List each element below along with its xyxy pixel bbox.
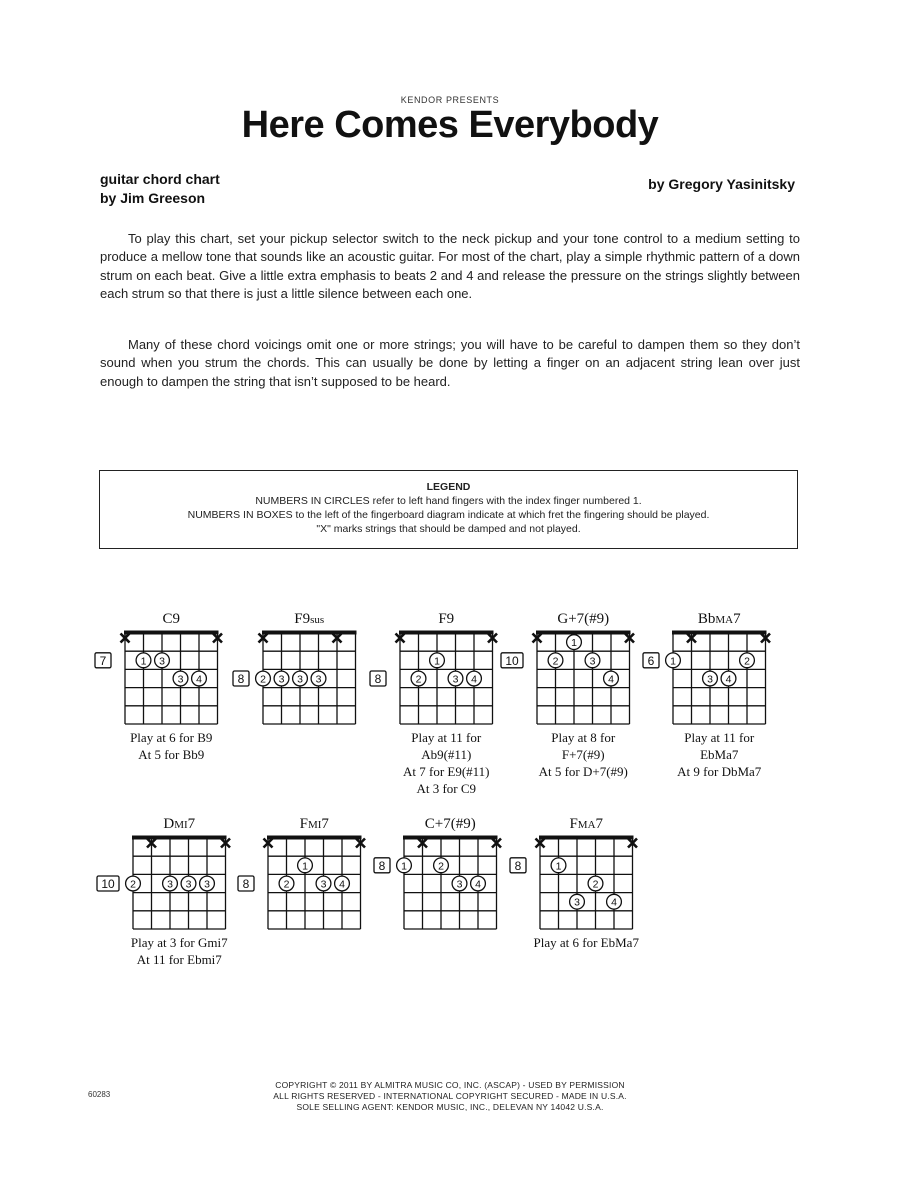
chord-name: DMI7 — [163, 816, 196, 832]
chord-name: FMI7 — [299, 816, 329, 832]
finger-number: 3 — [452, 673, 459, 686]
finger-number: 3 — [315, 673, 322, 686]
chord-caption-line: At 11 for Ebmi7 — [136, 952, 222, 967]
chord-caption-line: EbMa7 — [700, 747, 739, 762]
chord-nut — [672, 631, 767, 635]
fret-number: 8 — [242, 877, 250, 891]
finger-number: 4 — [471, 673, 477, 686]
finger-number: 2 — [744, 655, 750, 668]
fret-number: 10 — [101, 877, 115, 891]
composer-credit: by Gregory Yasinitsky — [648, 176, 795, 192]
chord-caption-line: At 3 for C9 — [416, 781, 477, 796]
fret-number: 6 — [647, 653, 655, 668]
chord-name: G+7(#9) — [557, 611, 610, 627]
chord-caption — [376, 729, 516, 797]
legend-title: LEGEND — [426, 481, 471, 493]
finger-number: 1 — [140, 655, 147, 668]
catalog-code: 60283 — [88, 1090, 111, 1099]
finger-number: 4 — [725, 673, 732, 686]
chord-caption-line: Play at 3 for Gmi7 — [130, 935, 228, 950]
copyright-line-1: COPYRIGHT © 2011 BY ALMITRA MUSIC CO, INC. (ASCAP) - USED BY PERMISSION — [275, 1080, 625, 1090]
finger-number: 3 — [574, 896, 580, 909]
chord-nut — [132, 836, 227, 840]
finger-number: 3 — [204, 878, 210, 891]
chord-name: F9sus — [294, 611, 325, 627]
chord-caption-line: At 5 for Bb9 — [138, 747, 205, 762]
finger-number: 3 — [589, 655, 596, 668]
chord-caption-line: Play at 8 for — [551, 730, 616, 745]
finger-number: 1 — [670, 655, 676, 668]
finger-number: 3 — [456, 878, 463, 891]
chord-caption-line: Play at 11 for — [684, 730, 755, 745]
chord-caption — [109, 934, 249, 968]
finger-number: 2 — [283, 878, 290, 891]
finger-number: 4 — [196, 673, 202, 686]
fret-number: 8 — [514, 858, 522, 873]
publisher-presents: KENDOR PRESENTS — [400, 95, 500, 105]
copyright-line-3: SOLE SELLING AGENT: KENDOR MUSIC, INC., DELEVAN NY 14042 U.S.A. — [296, 1102, 604, 1112]
chord-name: C+7(#9) — [424, 816, 476, 832]
finger-number: 1 — [401, 860, 407, 873]
chord-caption-line: Play at 6 for EbMa7 — [533, 935, 639, 950]
copyright-line-2: ALL RIGHTS RESERVED - INTERNATIONAL COPYRIGHT SECURED - MADE IN U.S.A. — [273, 1091, 627, 1101]
finger-number: 2 — [592, 878, 599, 891]
chord-nut — [124, 631, 219, 635]
finger-number: 3 — [707, 673, 713, 686]
finger-number: 4 — [611, 896, 617, 909]
chord-caption-line: At 9 for DbMa7 — [677, 764, 762, 779]
finger-number: 3 — [167, 878, 173, 891]
chord-caption-line: Ab9(#11) — [421, 747, 472, 762]
finger-number: 2 — [552, 655, 559, 668]
finger-number: 2 — [438, 860, 444, 873]
finger-number: 3 — [177, 673, 184, 686]
intro-paragraph-2: Many of these chord voicings omit one or more strings; you will have to be careful to dampen them so they don’t sound when you strum the chords. This can usually be done by letting a finger on an adjacent string lean over just enough to dampen the string that isn’t supposed to be heard. — [100, 337, 800, 389]
finger-number: 3 — [320, 878, 327, 891]
subtitle-line1: guitar chord chart — [100, 171, 220, 187]
finger-number: 3 — [278, 673, 285, 686]
chord-nut — [262, 631, 357, 635]
chord-name: FMA7 — [569, 816, 604, 832]
chord-caption — [513, 729, 653, 780]
finger-number: 2 — [415, 673, 422, 686]
chord-name: F9 — [438, 611, 455, 627]
legend-line-1: NUMBERS IN CIRCLES refer to left hand fingers with the index finger numbered 1. — [255, 495, 642, 507]
chord-caption — [101, 729, 241, 763]
fret-number: 7 — [99, 653, 107, 668]
chord-caption-line: Play at 11 for — [411, 730, 482, 745]
finger-number: 4 — [475, 878, 481, 891]
intro-paragraph-1: To play this chart, set your pickup selector switch to the neck pickup and your tone control to a medium setting to produce a mellow tone that sounds like an acoustic guitar. For most of the chart, play a simple rhythmic pattern of a down strum on each beat. Give a little extra emphasis to beats 2 and 4 and release the pressure on the strings slightly between each strum so that there is just a little silence between each one. — [100, 231, 800, 301]
fret-number: 10 — [505, 653, 519, 668]
finger-number: 3 — [297, 673, 303, 686]
finger-number: 1 — [555, 860, 562, 873]
chord-nut — [539, 836, 634, 840]
finger-number: 3 — [185, 878, 192, 891]
chord-name: C9 — [162, 611, 181, 627]
fret-number: 8 — [374, 672, 382, 686]
finger-number: 1 — [434, 655, 440, 668]
chord-nut — [536, 631, 631, 635]
legend-line-3: "X" marks strings that should be damped and not played. — [316, 523, 581, 535]
chord-caption-line: At 5 for D+7(#9) — [538, 764, 628, 779]
finger-number: 1 — [302, 860, 308, 873]
finger-number: 4 — [608, 673, 614, 686]
chord-nut — [403, 836, 498, 840]
finger-number: 2 — [260, 673, 266, 686]
chord-caption — [516, 934, 656, 951]
chord-caption — [649, 729, 789, 780]
arranger-credit: by Jim Greeson — [100, 190, 206, 206]
chord-nut — [267, 836, 362, 840]
copyright-footer — [0, 1080, 900, 1113]
fret-number: 8 — [237, 672, 245, 686]
chord-nut — [399, 631, 494, 635]
page-title: Here Comes Everybody — [241, 104, 659, 146]
fret-number: 8 — [378, 858, 386, 873]
finger-number: 4 — [339, 878, 345, 891]
finger-number: 3 — [159, 655, 165, 668]
chord-caption-line: F+7(#9) — [561, 747, 605, 762]
finger-number: 2 — [130, 878, 136, 891]
chord-caption-line: At 7 for E9(#11) — [402, 764, 490, 779]
chord-name: BbMA7 — [697, 611, 741, 627]
finger-number: 1 — [571, 637, 577, 650]
legend-line-2: NUMBERS IN BOXES to the left of the fingerboard diagram indicate at which fret the fingering should be played. — [187, 509, 710, 521]
chord-caption-line: Play at 6 for B9 — [130, 730, 213, 745]
